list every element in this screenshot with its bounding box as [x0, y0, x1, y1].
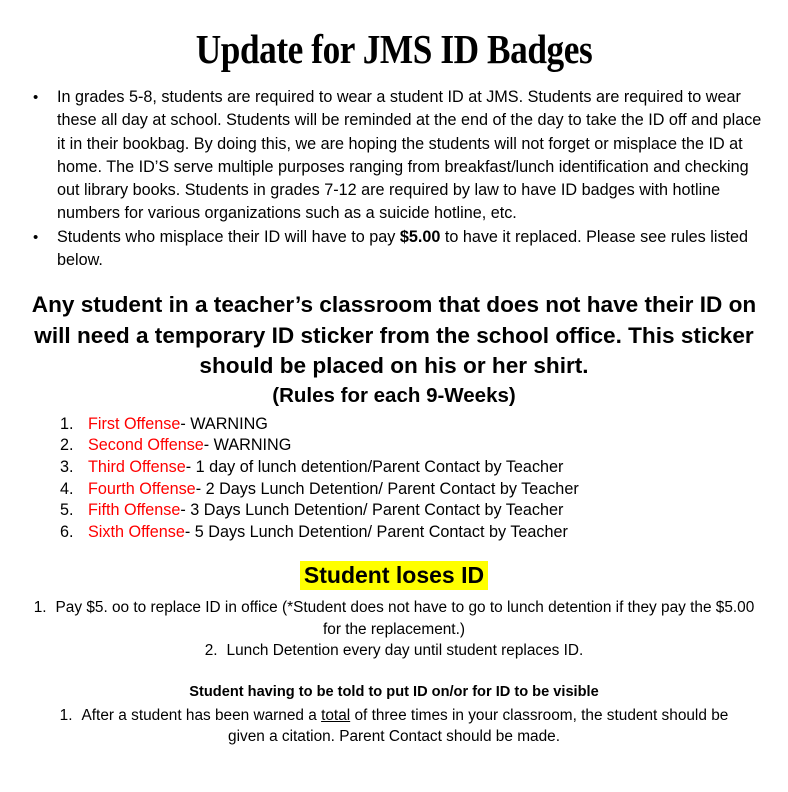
loses-id-list	[26, 597, 762, 662]
bullet-text-bold: $5.00	[399, 227, 441, 246]
list-item-number: 5.	[60, 501, 74, 520]
policy-statement: Any student in a teacher’s classroom that does not have their ID on will need a temporary ID sticker from the school office. This sticker should be placed on his or her shirt.	[31, 292, 757, 379]
list-item-number: 4.	[60, 479, 74, 498]
list-item-number: 2.	[60, 436, 74, 455]
list-item	[26, 640, 762, 662]
offense-list	[0, 414, 788, 544]
list-item	[60, 479, 788, 501]
offense-consequence: - 2 Days Lunch Detention/ Parent Contact by Teacher	[195, 479, 579, 498]
list-item	[60, 414, 788, 436]
bullet-text-part-1: In grades 5-8, students are required to wear a student ID at JMS. Students are required to wear these all day at school. Students will be reminded at the end of the day to take the ID off and place it in their bookbag. By doing this, we are hoping the students will not forget or misplace the ID at home. The ID’S serve multiple purposes ranging from breakfast/lunch identification and checking out library books. Students in grades 7-12 are required by law to have ID badges with hotline numbers for various organizations such as a suicide hotline, etc.	[57, 88, 762, 223]
offense-consequence: - 3 Days Lunch Detention/ Parent Contact by Teacher	[180, 501, 564, 520]
list-item-text: Pay $5. oo to replace ID in office (*Student does not have to go to lunch detention if they pay the $5.00 for the replacement.)	[55, 599, 755, 638]
loses-id-heading-wrap	[0, 560, 788, 590]
list-item-text: Lunch Detention every day until student replaces ID.	[226, 642, 584, 660]
offense-name: Sixth Offense	[88, 522, 185, 541]
list-item	[60, 457, 788, 479]
loses-id-heading: Student loses ID	[300, 561, 488, 590]
list-item-number: 6.	[60, 522, 74, 541]
offense-consequence: - 1 day of lunch detention/Parent Contact by Teacher	[185, 458, 564, 477]
list-item	[60, 500, 788, 522]
final-text-part-2: of three times in your classroom, the student should be given a citation. Parent Contact should be made.	[228, 706, 729, 746]
offense-consequence: - 5 Days Lunch Detention/ Parent Contact by Teacher	[184, 522, 568, 541]
offense-name: Fourth Offense	[88, 479, 196, 498]
final-list	[40, 705, 748, 748]
list-item	[60, 435, 788, 457]
list-item	[57, 86, 766, 226]
list-item	[57, 226, 766, 273]
list-item	[60, 522, 788, 544]
list-item	[40, 705, 748, 748]
offense-name: First Offense	[88, 414, 181, 433]
offense-consequence: - WARNING	[180, 414, 268, 433]
intro-bullet-list	[0, 86, 788, 272]
bullet-text-part-1: Students who misplace their ID will have to pay	[57, 227, 400, 246]
list-item-number: 1.	[59, 706, 73, 724]
list-item-number: 1.	[33, 599, 47, 617]
offense-name: Second Offense	[88, 436, 204, 455]
rules-subtitle: (Rules for each 9-Weeks)	[272, 383, 516, 407]
offense-name: Fifth Offense	[88, 501, 181, 520]
offense-name: Third Offense	[88, 458, 186, 477]
list-item-number: 1.	[60, 414, 74, 433]
final-text-part-1: After a student has been warned a	[81, 706, 322, 724]
final-section-heading: Student having to be told to put ID on/or for ID to be visible	[189, 683, 599, 700]
list-item-number: 3.	[60, 458, 74, 477]
offense-consequence: - WARNING	[203, 436, 292, 455]
final-text-underlined: total	[321, 706, 351, 724]
page-title: Update for JMS ID Badges	[195, 26, 593, 72]
list-item-number: 2.	[204, 642, 218, 660]
list-item	[26, 597, 762, 640]
bullet-text-part-2: to have it replaced. Please see rules listed below.	[57, 227, 749, 270]
